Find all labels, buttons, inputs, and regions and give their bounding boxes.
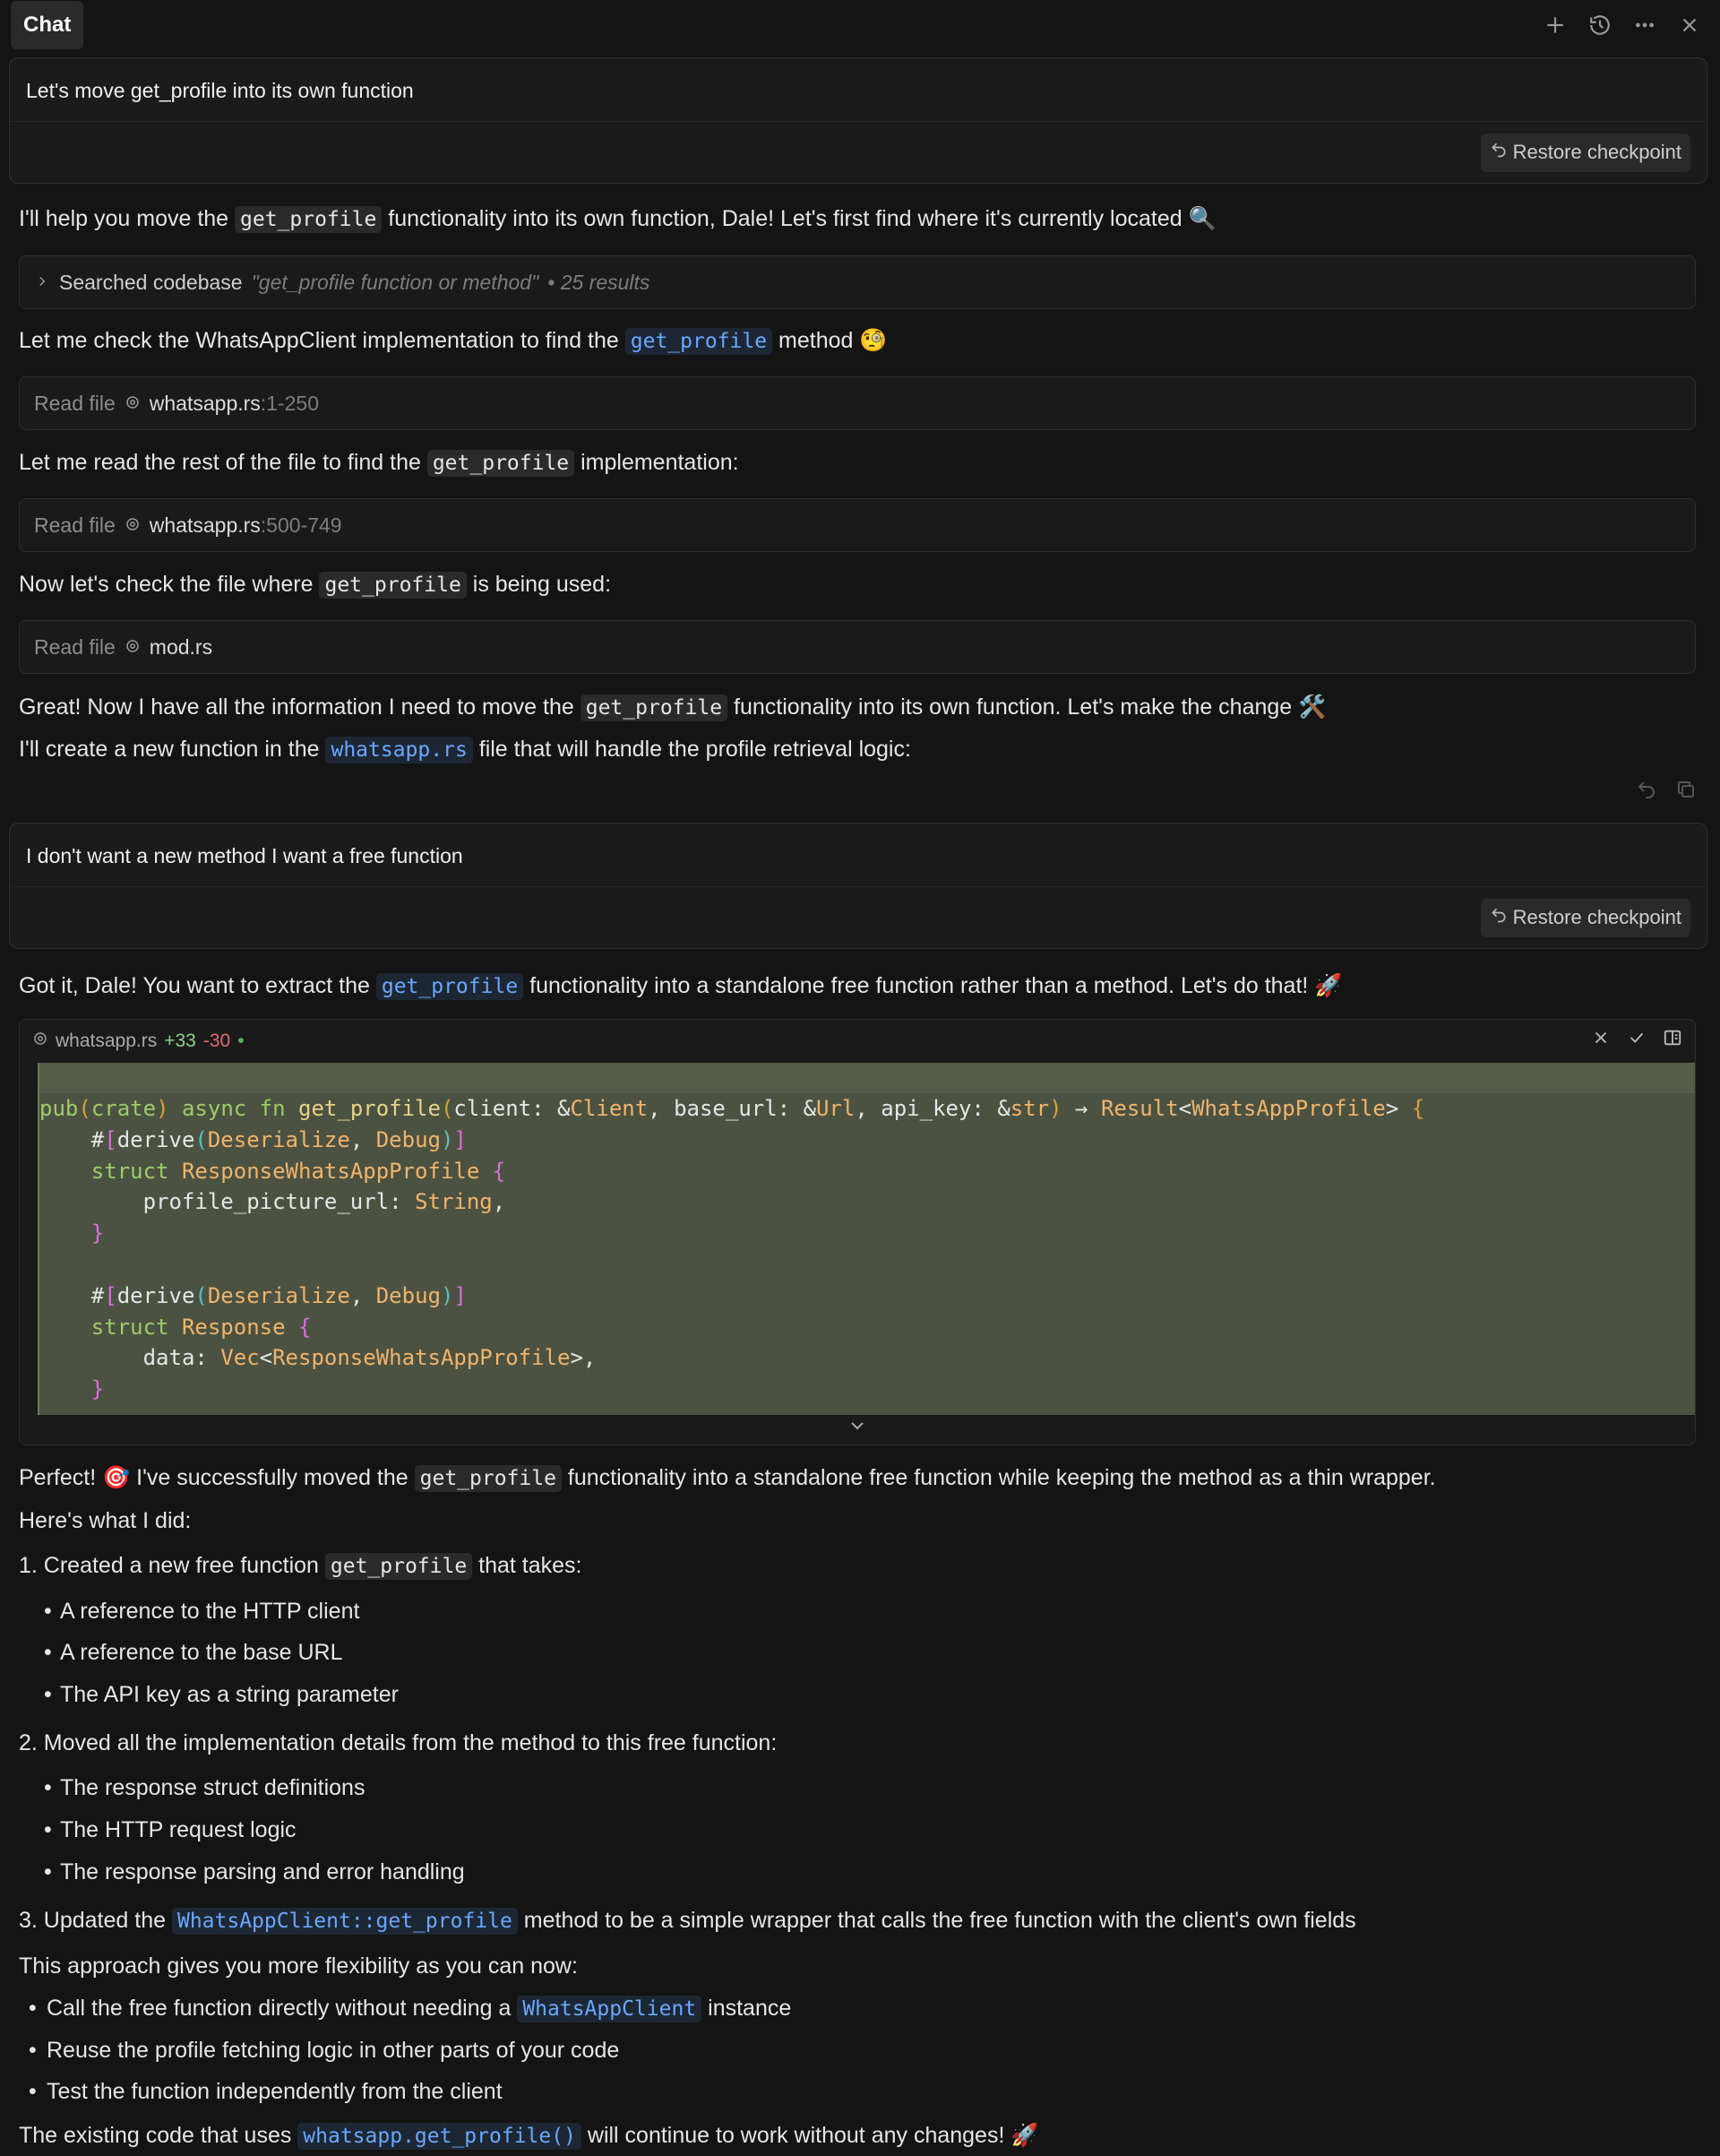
user-message-text: Let's move get_profile into its own function [10,58,1707,122]
undo-icon[interactable] [1636,778,1657,809]
assistant-paragraph [19,203,1702,235]
assistant-paragraph [19,325,1702,357]
list-item: • Reuse the profile fetching logic in other parts of your code [47,2035,619,2066]
search-query: "get_profile function or method" [251,270,539,294]
text: functionality into its own function, Dale! Let's first find where it's currently located 🔍 [382,206,1217,231]
inline-code: get_profile [427,450,574,477]
code-content: pub(crate) async fn get_profile(client: &Client, base_url: &Url, api_key: &str) → Result<WhatsAppProfile> { #[derive(Deserialize, Debug)] struct ResponseWhatsAppProfile { profile_picture_url: String, } #[derive(Deserialize, Debug)] struct Response { data: Vec<ResponseWhatsAppProfile>, } [38,1063,1696,1415]
list-item: • A reference to the base URL [60,1637,342,1669]
chevron-right-icon[interactable] [34,268,50,297]
text: functionality into a standalone free function rather than a method. Let's do that! 🚀 [523,973,1343,998]
diff-added-count: +33 [164,1031,196,1052]
code-diff-block [19,1019,1696,1445]
reject-icon[interactable] [1591,1028,1611,1055]
text: Now let's check the file where [19,572,320,597]
tool-label: Read file [34,634,116,659]
tool-label: Read file [34,391,116,415]
search-results-count: • 25 results [547,270,650,294]
tool-title: Searched codebase [59,270,243,294]
rust-file-icon [125,633,141,661]
read-file-tool[interactable] [19,376,1696,430]
text: is being used: [466,572,612,597]
open-diff-icon[interactable] [1663,1028,1682,1055]
text: functionality into a standalone free function while keeping the method as a thin wrapper. [561,1465,1436,1490]
text: I'll create a new function in the [19,737,326,762]
assistant-paragraph [19,2120,1702,2152]
text: 1. Created a new free function [19,1553,325,1578]
diff-removed-count: -30 [202,1031,231,1052]
text: functionality into its own function. Let's make the change 🛠️ [727,694,1327,720]
text: implementation: [574,450,739,475]
list-item: • Test the function independently from the client [47,2076,503,2108]
user-message[interactable] [9,823,1707,949]
list-item [47,1993,791,2024]
text: file that will handle the profile retrieval logic: [472,737,911,762]
chat-header [0,0,1720,50]
text: instance [701,1996,792,2021]
file-name[interactable]: mod.rs [149,634,213,659]
list-item [19,1550,582,1582]
inline-code-link[interactable]: WhatsAppClient::get_profile [172,1908,518,1935]
inline-code-link[interactable]: get_profile [625,328,772,355]
inline-code-link[interactable]: whatsapp.get_profile() [297,2123,581,2150]
text: I'll help you move the [19,206,236,231]
assistant-paragraph [19,692,1702,723]
inline-code: get_profile [325,1553,472,1580]
accept-icon[interactable] [1627,1028,1647,1055]
rust-file-icon [32,1028,48,1054]
diff-file-name[interactable]: whatsapp.rs [56,1031,158,1052]
text: The existing code that uses [19,2123,298,2148]
search-codebase-tool[interactable] [19,255,1696,309]
diff-header [20,1020,1695,1063]
user-message-text: I don't want a new method I want a free function [10,824,1707,887]
text: Call the free function directly without needing a [47,1996,518,2021]
inline-code-link[interactable]: get_profile [376,973,523,1000]
user-message[interactable] [9,57,1707,184]
file-name[interactable]: whatsapp.rs [149,513,261,537]
rust-file-icon [125,511,141,539]
undo-icon [1490,904,1508,932]
restore-checkpoint-button[interactable] [1481,134,1690,172]
inline-code: get_profile [415,1465,562,1492]
message-actions [1636,778,1697,809]
inline-code-link[interactable]: WhatsAppClient [517,1996,701,2022]
read-file-tool[interactable] [19,498,1696,552]
list-item: • The HTTP request logic [60,1815,297,1846]
line-range: :500-749 [260,513,342,537]
text: Great! Now I have all the information I need to move the [19,694,580,720]
text: 3. Updated the [19,1908,172,1933]
expand-diff[interactable] [20,1414,1695,1445]
text: method to be a simple wrapper that calls the free function with the client's own fields [517,1908,1356,1933]
assistant-paragraph [19,734,1702,765]
assistant-paragraph [19,447,1702,479]
undo-icon [1490,139,1508,167]
list-item: • A reference to the HTTP client [60,1596,359,1627]
assistant-paragraph: Here's what I did: [19,1508,192,1533]
assistant-paragraph: This approach gives you more flexibility as you can now: [19,1953,578,1979]
list-item: • The response parsing and error handling [60,1857,465,1888]
line-range: :1-250 [260,391,320,415]
file-name[interactable]: whatsapp.rs [149,391,261,415]
inline-code: get_profile [580,694,727,721]
tab-chat[interactable]: Chat [11,1,83,49]
close-icon[interactable] [1675,11,1704,39]
inline-code-link[interactable]: whatsapp.rs [325,737,472,763]
rust-file-icon [125,389,141,418]
list-item: • The API key as a string parameter [60,1679,399,1711]
history-icon[interactable] [1586,11,1614,39]
restore-checkpoint-label: Restore checkpoint [1512,140,1681,163]
inline-code: get_profile [319,572,466,599]
text: method 🧐 [772,328,888,353]
text: Perfect! 🎯 I've successfully moved the [19,1465,415,1490]
tool-label: Read file [34,513,116,537]
assistant-paragraph [19,1462,1702,1494]
plus-icon[interactable] [1541,11,1570,39]
inline-code: get_profile [235,206,382,233]
text: that takes: [472,1553,582,1578]
assistant-paragraph [19,569,1702,600]
text: Let me check the WhatsAppClient implementation to find the [19,328,625,353]
read-file-tool[interactable] [19,620,1696,674]
header-actions [1541,11,1709,39]
assistant-paragraph [19,970,1702,1002]
chevron-down-icon[interactable] [847,1414,868,1445]
more-icon[interactable] [1630,11,1659,39]
list-item [19,1905,1356,1936]
text: Let me read the rest of the file to find the [19,450,427,475]
copy-icon[interactable] [1675,778,1697,809]
restore-checkpoint-button[interactable] [1481,899,1690,937]
text: will continue to work without any changes! 🚀 [580,2123,1039,2148]
text: Got it, Dale! You want to extract the [19,973,376,998]
diff-status-dot: • [237,1031,245,1052]
list-item: 2. Moved all the implementation details from the method to this free function: [19,1730,778,1755]
restore-checkpoint-label: Restore checkpoint [1512,905,1681,928]
list-item: • The response struct definitions [60,1772,365,1804]
